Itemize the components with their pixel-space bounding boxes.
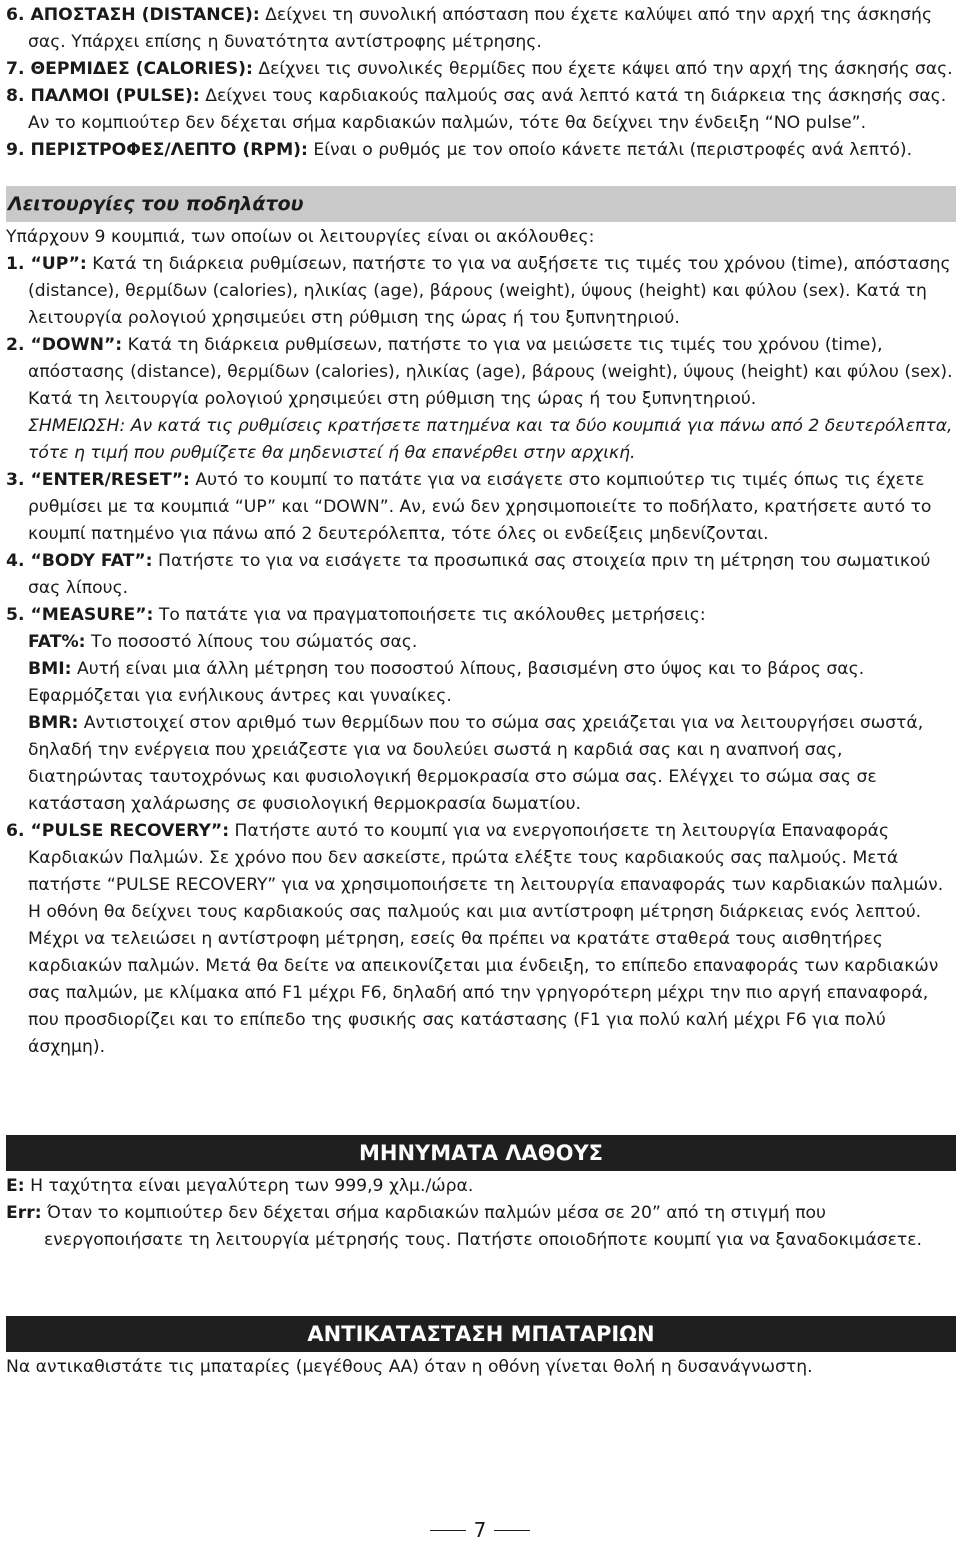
item-distance: 6. ΑΠΟΣΤΑΣΗ (DISTANCE): Δείχνει τη συνολική απόσταση που έχετε καλύψει από την αρχή της άσκησής σας. Υπάρχει επίσης η δυνατότητα αντίστροφης μέτρησης. [6, 5, 933, 52]
footer-rule-left [430, 1530, 466, 1531]
functions-heading: Λειτουργίες του ποδηλάτου [8, 193, 304, 215]
settings-note: ΣΗΜΕΙΩΣΗ: Αν κατά τις ρυθμίσεις κρατήσετε πατημένα και τα δύο κουμπιά για πάνω από 2 δευτερόλεπτα, τότε η τιμή που ρυθμίζετε θα μηδενιστεί ή θα επανέρθει στην αρχική. [28, 416, 953, 463]
button-enter-reset-description: 3. “ENTER/RESET”: Αυτό το κουμπί το πατάτε για να εισάγετε στο κομπιούτερ τις τιμές όπως τις έχετε ρυθμίσει με τα κουμπιά “UP” και “DOWN”. Αν, ενώ δεν χρησιμοποιείτε το ποδήλατο, κρατήσετε αυτό το κουμπί πατημένο για πάνω από 2 δευτερόλεπτα, τότε όλες οι ενδείξεις μηδενίζονται. [6, 470, 932, 544]
error-e: E: Η ταχύτητα είναι μεγαλύτερη των 999,9 χλμ./ώρα. [6, 1176, 474, 1196]
measure-bmi: BMI: Αυτή είναι μια άλλη μέτρηση του ποσοστού λίπους, βασισμένη στο ύψος και το βάρος σας. Εφαρμόζεται για ενήλικους άντρες και γυναίκες. [28, 659, 865, 706]
footer-rule-right [494, 1530, 530, 1531]
item-pulse: 8. ΠΑΛΜΟΙ (PULSE): Δείχνει τους καρδιακούς παλμούς σας ανά λεπτό κατά τη διάρκεια της άσκησής σας. Αν το κομπιούτερ δεν δέχεται σήμα καρδιακών παλμών, τότε θα δείχνει την ένδειξη “NO pulse”. [6, 86, 947, 133]
error-err: Err: Όταν το κομπιούτερ δεν δέχεται σήμα καρδιακών παλμών μέσα σε 20” από τη στιγμή που ενεργοποιήσατε τη λειτουργία μέτρησής τους. Πατήστε οποιοδήποτε κουμπί για να ξαναδοκιμάσετε. [6, 1203, 922, 1250]
manual-page [6, 2, 956, 1381]
batteries-heading: ΑΝΤΙΚΑΤΑΣΤΑΣΗ ΜΠΑΤΑΡΙΩΝ [6, 1316, 956, 1352]
page-number: 7 [473, 1518, 487, 1542]
button-body-fat-description: 4. “BODY FAT”: Πατήστε το για να εισάγετε τα προσωπικά σας στοιχεία πριν τη μέτρηση του σωματικού σας λίπους. [6, 551, 931, 598]
errors-heading: ΜΗΝΥΜΑΤΑ ΛΑΘΟΥΣ [6, 1135, 956, 1171]
button-down-description: 2. “DOWN”: Κατά τη διάρκεια ρυθμίσεων, πατήστε το για να μειώσετε τις τιμές του χρόνου (time), απόστασης (distance), θερμίδων (calories), ηλικίας (age), βάρους (weight), ύψους (height) και φύλου (sex). Κατά τη λειτουργία ρολογιού χρησιμεύει στη ρύθμιση της ώρας ή του ξυπνητηριού. [6, 335, 953, 409]
measure-fat: FAT%: Το ποσοστό λίπους του σώματός σας. [28, 632, 418, 652]
item-calories: 7. ΘΕΡΜΙΔΕΣ (CALORIES): Δείχνει τις συνολικές θερμίδες που έχετε κάψει από την αρχή της άσκησής σας. [6, 59, 953, 79]
button-up-description: 1. “UP”: Κατά τη διάρκεια ρυθμίσεων, πατήστε το για να αυξήσετε τις τιμές του χρόνου (time), απόστασης (distance), θερμίδων (calories), ηλικίας (age), βάρους (weight), ύψους (height) και φύλου (sex). Κατά τη λειτουργία ρολογιού χρησιμεύει στη ρύθμιση της ώρας ή του ξυπνητηριού. [6, 254, 951, 328]
functions-heading-bar [6, 186, 956, 222]
item-rpm: 9. ΠΕΡΙΣΤΡΟΦΕΣ/ΛΕΠΤΟ (RPM): Είναι ο ρυθμός με τον οποίο κάνετε πετάλι (περιστροφές ανά λεπτό). [6, 140, 913, 160]
button-pulse-recovery-description: 6. “PULSE RECOVERY”: Πατήστε αυτό το κουμπί για να ενεργοποιήσετε τη λειτουργία Επαναφοράς Καρδιακών Παλμών. Σε χρόνο που δεν ασκείστε, πρώτα ελέξτε τους καρδιακούς σας παλμούς. Μετά πατήστε “PULSE RECOVERY” για να χρησιμοποιήσετε τη λειτουργία επαναφοράς των καρδιακών παλμών. Η οθόνη θα δείχνει τους καρδιακούς σας παλμούς και μια αντίστροφη μέτρηση διάρκειας ενός λεπτού. Μέχρι να τελειώσει η αντίστροφη μέτρηση, εσείς θα πρέπει να κρατάτε σταθερά τους αισθητήρες καρδιακών παλμών. Μετά θα δείτε να απεικονίζεται μια ένδειξη, το επίπεδο επαναφοράς των καρδιακών σας παλμών, με κλίμακα από F1 μέχρι F6, δηλαδή από την γρηγορότερη μέχρι την πιο αργή επαναφορά, που προσδιορίζει και το επίπεδο της φυσικής σας κατάστασης (F1 για πολύ καλή μέχρι F6 για πολύ άσχημη). [6, 821, 944, 1057]
button-measure-description: 5. “MEASURE”: Το πατάτε για να πραγματοποιήσετε τις ακόλουθες μετρήσεις: [6, 605, 706, 625]
batteries-text: Να αντικαθιστάτε τις μπαταρίες (μεγέθους ΑΑ) όταν η οθόνη γίνεται θολή η δυσανάγνωστη. [6, 1357, 813, 1377]
measure-bmr: BMR: Αντιστοιχεί στον αριθμό των θερμίδων που το σώμα σας χρειάζεται για να λειτουργήσει σωστά, δηλαδή την ενέργεια που χρειάζεστε για να δουλεύει σωστά η καρδιά σας και η αναπνοή σας, διατηρώντας ταυτοχρόνως και φυσιολογική θερμοκρασία στο σώμα σας. Ελέγχει το σώμα σας σε κατάσταση χαλάρωσης σε φυσιολογική θερμοκρασία δωματίου. [28, 713, 924, 814]
page-footer [0, 1518, 960, 1542]
functions-intro: Υπάρχουν 9 κουμπιά, των οποίων οι λειτουργίες είναι οι ακόλουθες: [6, 227, 595, 247]
